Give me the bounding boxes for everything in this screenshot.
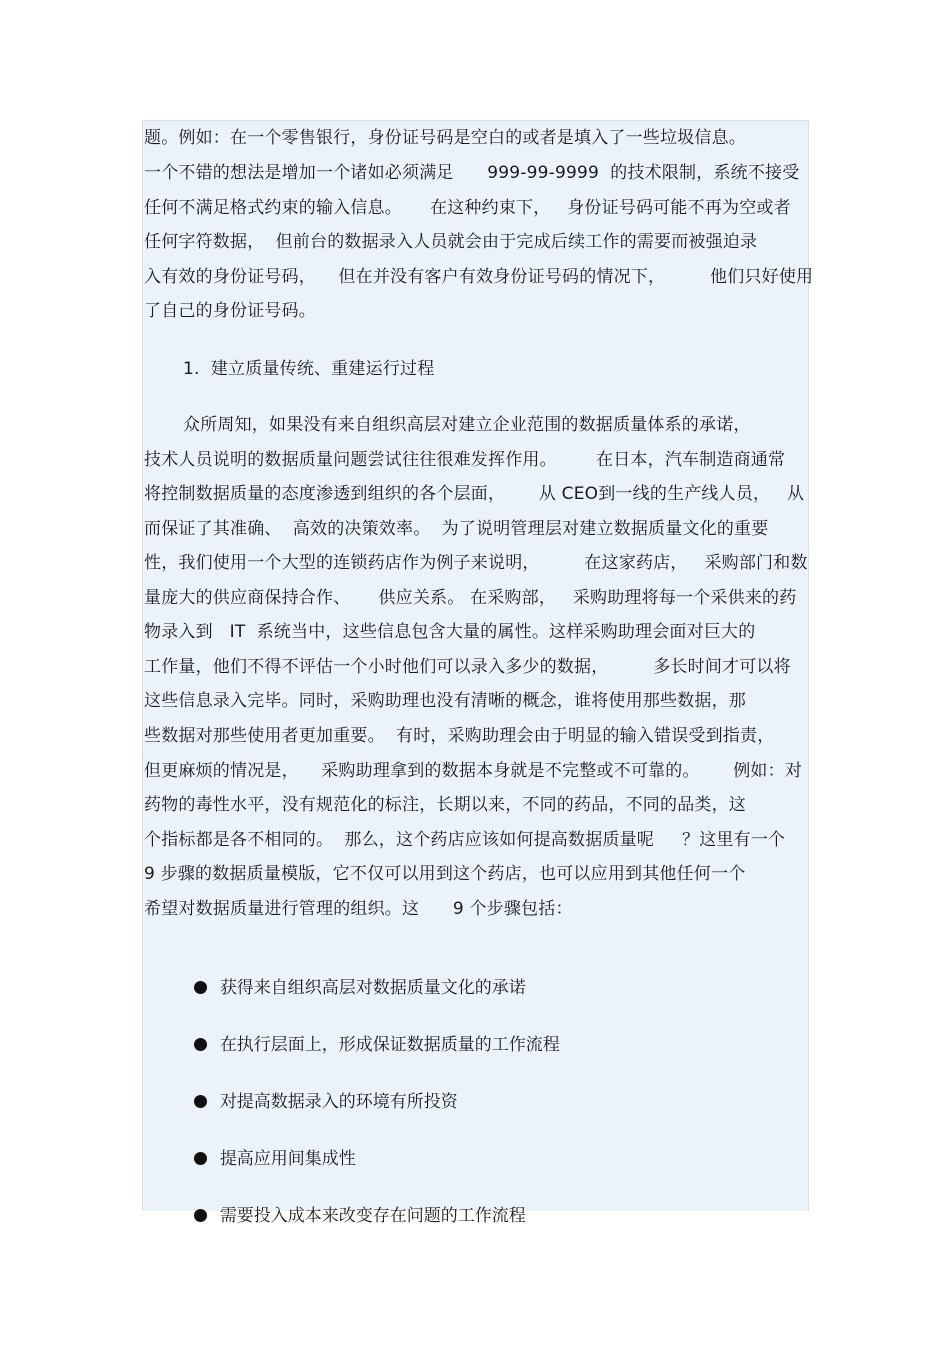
bullet-icon xyxy=(194,1152,207,1165)
intro-line: 题。例如：在一个零售银行，身份证号码是空白的或者是填入了一些垃圾信息。 xyxy=(144,128,746,148)
intro-line: 任何字符数据， 但前台的数据录入人员就会由于完成后续工作的需要而被强迫录 xyxy=(144,232,758,252)
intro-line: 入有效的身份证号码， 但在并没有客户有效身份证号码的情况下， 他们只好使用 xyxy=(144,267,814,287)
body-line: 9 步骤的数据质量模版，它不仅可以用到这个药店，也可以应用到其他任何一个 xyxy=(144,864,746,884)
bullet-item xyxy=(183,955,526,999)
bullet-text: 对提高数据录入的环境有所投资 xyxy=(219,1092,458,1112)
bullet-text: 在执行层面上，形成保证数据质量的工作流程 xyxy=(219,1035,560,1055)
intro-line: 任何不满足格式约束的输入信息。 在这种约束下， 身份证号码可能不再为空或者 xyxy=(144,198,791,218)
body-line: 将控制数据质量的态度渗透到组织的各个层面， 从 CEO到一线的生产线人员， 从 xyxy=(144,484,805,504)
body-line: 性，我们使用一个大型的连锁药店作为例子来说明， 在这家药店， 采购部门和数 xyxy=(144,553,808,573)
body-line: 技术人员说明的数据质量问题尝试往往很难发挥作用。 在日本，汽车制造商通常 xyxy=(144,450,786,470)
bullet-icon xyxy=(194,1038,207,1051)
body-line: 众所周知，如果没有来自组织高层对建立企业范围的数据质量体系的承诺， xyxy=(183,415,751,435)
bullet-item xyxy=(183,1012,560,1056)
intro-line: 一个不错的想法是增加一个诸如必须满足 999-99-9999 的技术限制，系统不接受 xyxy=(144,163,800,183)
body-line: 个指标都是各不相同的。 那么，这个药店应该如何提高数据质量呢 ？这里有一个 xyxy=(144,830,786,850)
body-line: 但更麻烦的情况是， 采购助理拿到的数据本身就是不完整或不可靠的。 例如：对 xyxy=(144,761,803,781)
body-line: 希望对数据质量进行管理的组织。这 9 个步骤包括： xyxy=(144,899,573,919)
body-line: 药物的毒性水平，没有规范化的标注，长期以来，不同的药品，不同的品类，这 xyxy=(144,795,746,815)
body-line: 物录入到 IT 系统当中，这些信息包含大量的属性。这样采购助理会面对巨大的 xyxy=(144,622,756,642)
bullet-item xyxy=(183,1183,526,1227)
bullet-item xyxy=(183,1069,458,1113)
bullet-text: 获得来自组织高层对数据质量文化的承诺 xyxy=(219,978,526,998)
intro-line: 了自己的身份证号码。 xyxy=(144,301,316,321)
bullet-icon xyxy=(194,981,207,994)
bullet-icon xyxy=(194,1209,207,1222)
bullet-text: 提高应用间集成性 xyxy=(219,1149,356,1169)
bullet-text: 需要投入成本来改变存在问题的工作流程 xyxy=(219,1206,526,1226)
body-line: 而保证了其准确、 高效的决策效率。 为了说明管理层对建立数据质量文化的重要 xyxy=(144,519,769,539)
bullet-icon xyxy=(194,1095,207,1108)
body-line: 量庞大的供应商保持合作、 供应关系。 在采购部， 采购助理将每一个采供来的药 xyxy=(144,588,797,608)
body-line: 工作量，他们不得不评估一个小时他们可以录入多少的数据， 多长时间才可以将 xyxy=(144,657,791,677)
body-line: 这些信息录入完毕。同时，采购助理也没有清晰的概念，谁将使用那些数据，那 xyxy=(144,691,746,711)
body-line: 些数据对那些使用者更加重要。 有时，采购助理会由于明显的输入错误受到指责， xyxy=(144,726,775,746)
section-heading: 1. 建立质量传统、重建运行过程 xyxy=(183,359,435,379)
bullet-item xyxy=(183,1126,356,1170)
